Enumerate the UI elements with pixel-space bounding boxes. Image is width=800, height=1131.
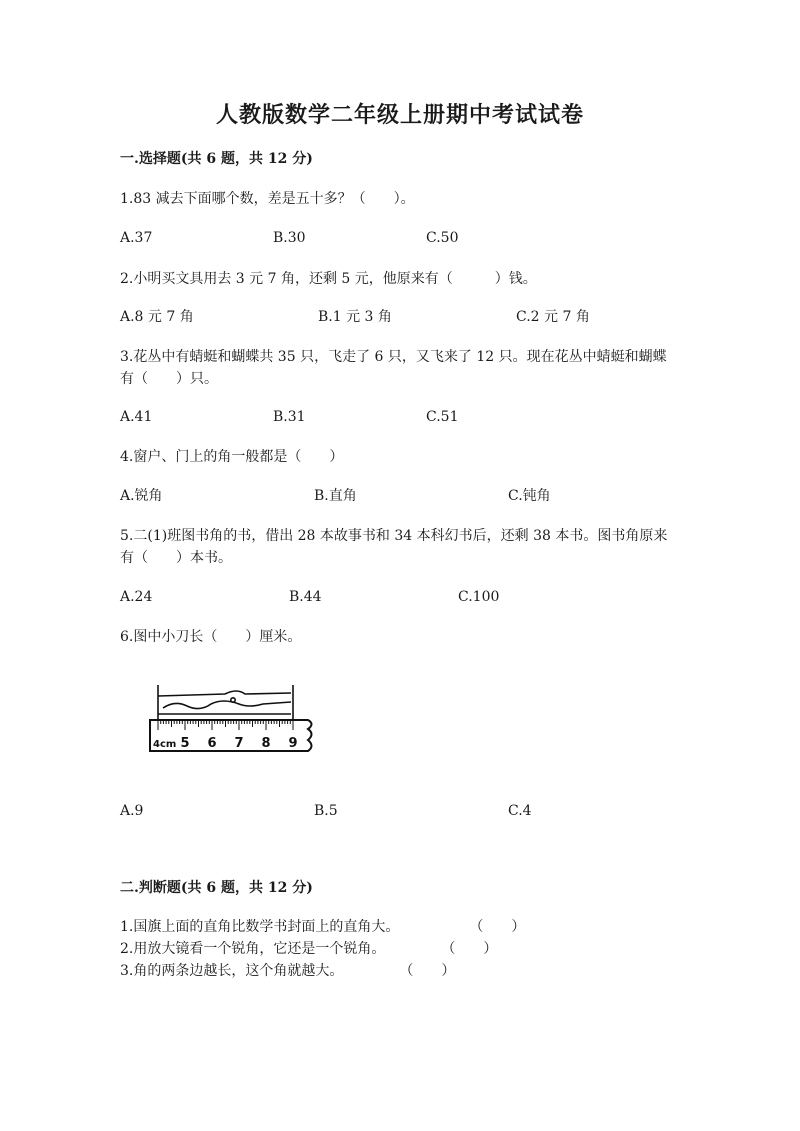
ruler-label: 4cm <box>153 739 177 750</box>
q4-option-a: A.锐角 <box>120 488 163 504</box>
question-4: 4.窗户、门上的角一般都是（ ） <box>120 449 344 465</box>
q5-option-c: C.100 <box>458 589 500 605</box>
ruler-label: 7 <box>234 736 244 751</box>
ruler-label: 9 <box>288 736 298 751</box>
section-heading-choice: 一.选择题(共 6 题，共 12 分) <box>120 151 313 167</box>
judge-statement-1: 1.国旗上面的直角比数学书封面上的直角大。 （ ） <box>120 919 526 935</box>
q6-option-b: B.5 <box>314 803 338 819</box>
question-3: 3.花丛中有蜻蜓和蝴蝶共 35 只，飞走了 6 只，又飞来了 12 只。现在花丛中蜻蜓和蝴蝶有（ ）只。 <box>120 349 667 387</box>
question-2: 2.小明买文具用去 3 元 7 角，还剩 5 元，他原来有（ ）钱。 <box>120 271 537 287</box>
q4-option-b: B.直角 <box>314 488 357 504</box>
q5-option-b: B.44 <box>289 589 322 605</box>
q2-option-c: C.2 元 7 角 <box>516 309 590 325</box>
ruler-label: 5 <box>180 736 190 751</box>
q1-option-b: B.30 <box>273 230 306 246</box>
q3-option-b: B.31 <box>273 409 306 425</box>
ruler-label: 6 <box>207 736 217 751</box>
knife-ruler-figure <box>145 680 320 760</box>
knife-icon <box>158 685 293 720</box>
question-6: 6.图中小刀长（ ）厘米。 <box>120 629 302 645</box>
judge-statement-2: 2.用放大镜看一个锐角，它还是一个锐角。 （ ） <box>120 941 498 957</box>
q6-option-a: A.9 <box>120 803 144 819</box>
ruler-label: 8 <box>261 736 271 751</box>
judge-statement-3: 3.角的两条边越长，这个角就越大。 （ ） <box>120 963 456 979</box>
q1-option-a: A.37 <box>120 230 153 246</box>
q2-option-a: A.8 元 7 角 <box>120 309 194 325</box>
question-1: 1.83 减去下面哪个数，差是五十多？（ ）。 <box>120 191 415 207</box>
q2-option-b: B.1 元 3 角 <box>318 309 392 325</box>
ruler-icon <box>150 720 312 751</box>
q3-option-a: A.41 <box>120 409 153 425</box>
question-5: 5.二(1)班图书角的书，借出 28 本故事书和 34 本科幻书后，还剩 38 本书。图书角原来有（ ）本书。 <box>120 528 668 566</box>
q6-option-c: C.4 <box>508 803 532 819</box>
q3-option-c: C.51 <box>426 409 459 425</box>
section-heading-judgement: 二.判断题(共 6 题，共 12 分) <box>120 880 313 896</box>
q5-option-a: A.24 <box>120 589 153 605</box>
q1-option-c: C.50 <box>426 230 459 246</box>
page-title: 人教版数学二年级上册期中考试试卷 <box>215 102 584 128</box>
q4-option-c: C.钝角 <box>508 488 551 504</box>
